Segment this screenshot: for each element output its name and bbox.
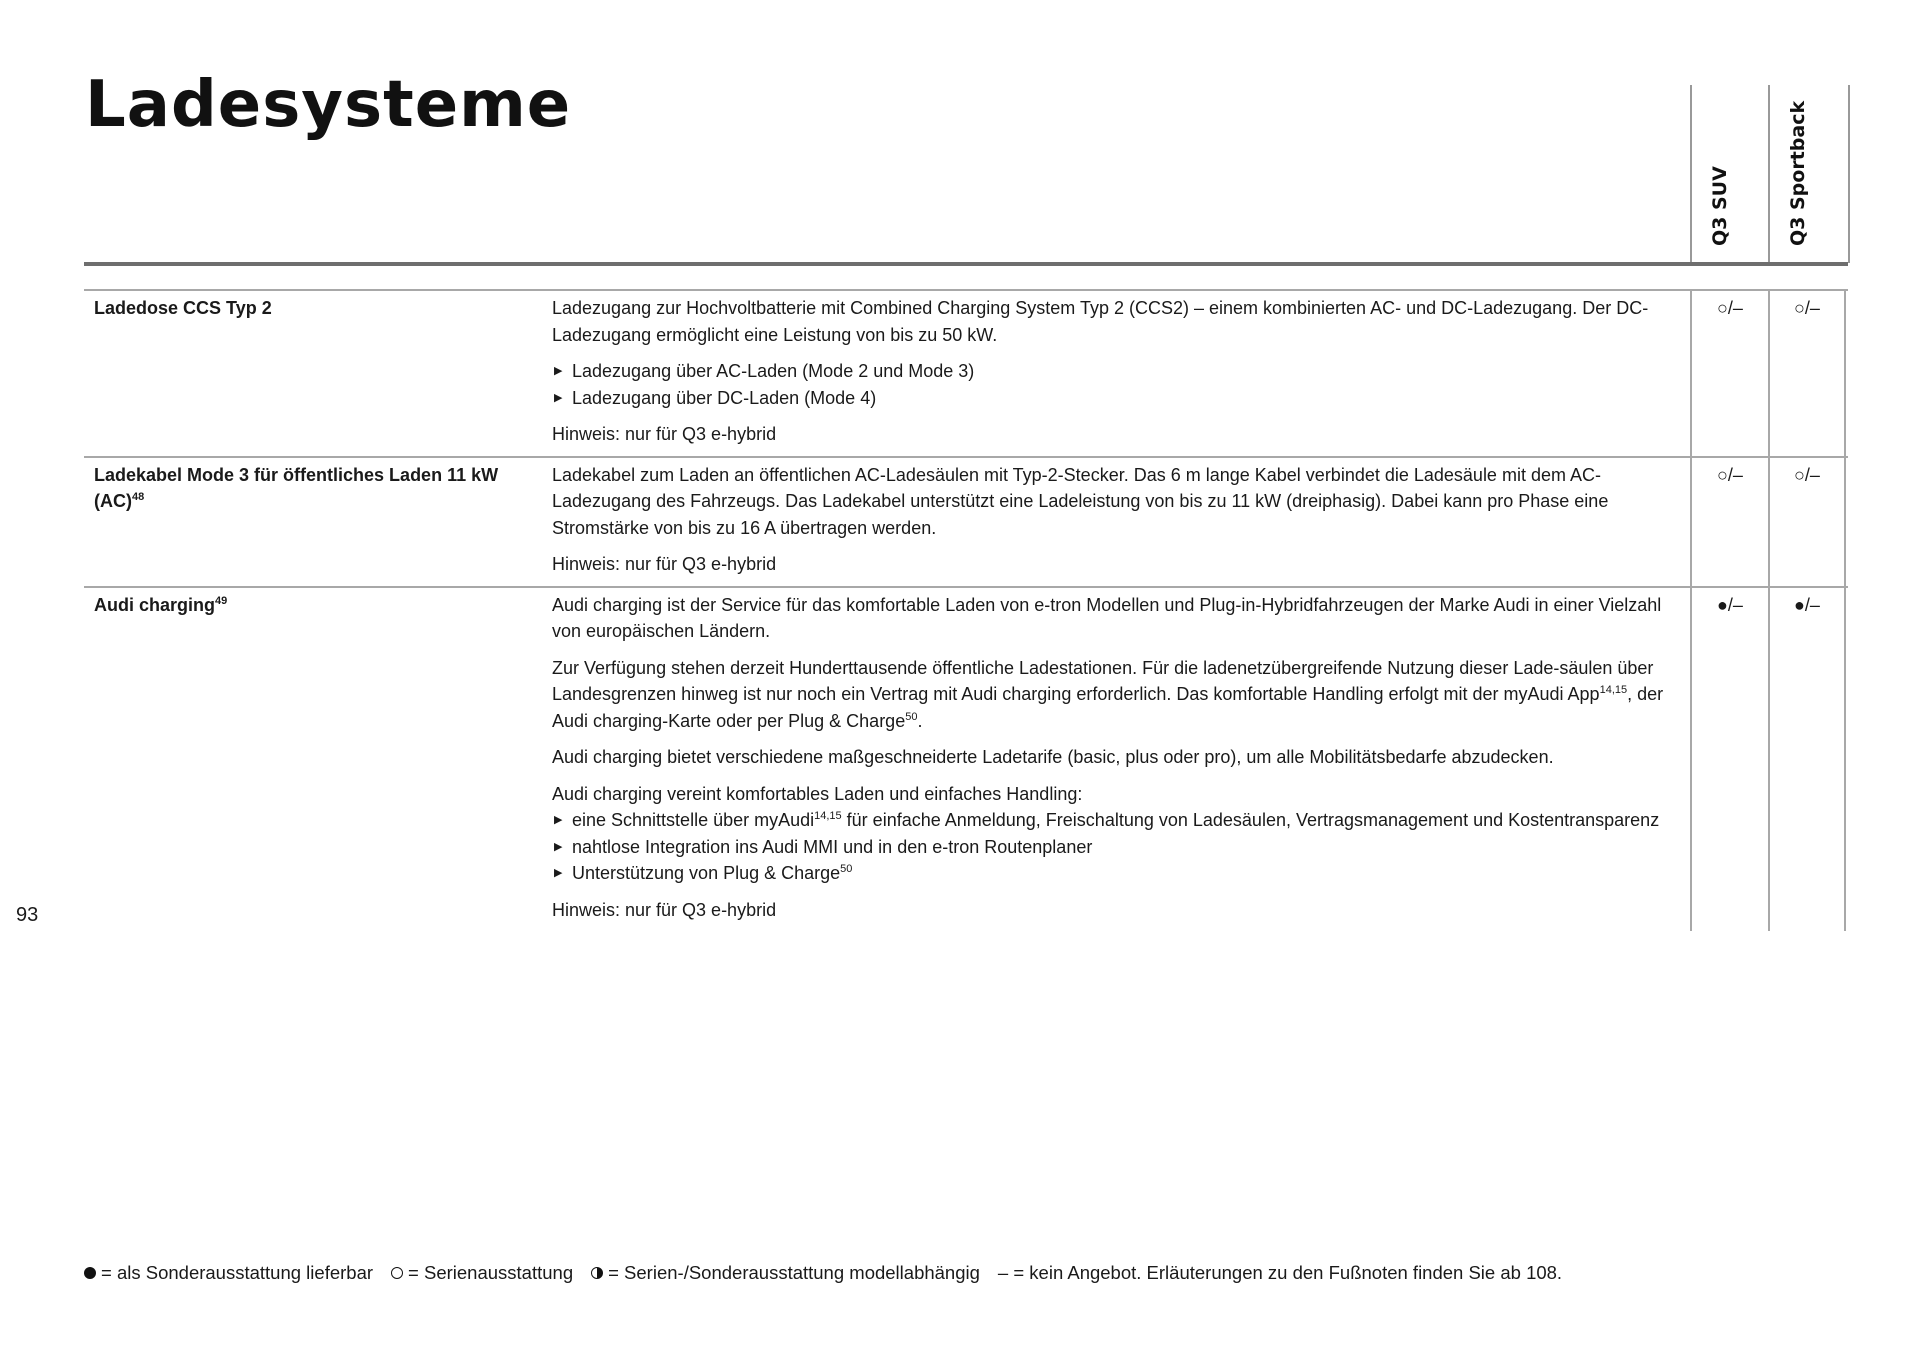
bullet-list xyxy=(552,358,1682,411)
column-header-label: Q3 Sportback xyxy=(1787,100,1809,246)
availability-q3-sportback: ○/– xyxy=(1768,458,1846,586)
feature-name: Ladedose CCS Typ 2 xyxy=(94,298,272,318)
description-text: Zur Verfügung stehen derzeit Hunderttausende öffentliche Ladestationen. Für die ladenetzübergreifende Nutzung dieser Lade-säulen über Landesgrenzen hinweg ist nur noch ein Vertrag mit Audi charging erforderlich. Das komfortable Handling erfolgt mit der myAudi App$^{14,15}$, der Audi charging-Karte oder per Plug & Charge$^{50}$. xyxy=(552,657,1664,731)
header-divider xyxy=(84,262,1848,266)
list-item: ▶ Ladezugang über AC-Laden (Mode 2 und Mode 3) xyxy=(552,358,1682,385)
page-title: Ladesysteme xyxy=(85,68,572,142)
table-row xyxy=(84,289,1848,456)
availability-q3-suv: ○/– xyxy=(1690,458,1768,586)
feature-description xyxy=(552,588,1690,932)
column-header-q3-suv xyxy=(1690,85,1770,263)
legend xyxy=(84,1262,1562,1284)
legend-item-optional: = als Sonderausstattung lieferbar xyxy=(84,1262,373,1284)
list-item: ▶ eine Schnittstelle über myAudi$^{14,15}$ für einfache Anmeldung, Freischaltung von Ladesäulen, Vertragsmanagement und Kostentransparenz xyxy=(552,807,1682,834)
description-text: Audi charging vereint komfortables Laden und einfaches Handling: xyxy=(552,783,1083,804)
availability-q3-suv: ●/– xyxy=(1690,588,1768,932)
description-text: Audi charging bietet verschiedene maßgeschneiderte Ladetarife (basic, plus oder pro), um alle Mobilitätsbedarfe abzudecken. xyxy=(552,747,1554,767)
filled-circle-icon xyxy=(84,1267,96,1279)
page-number: 93 xyxy=(16,904,39,926)
list-item: ▶ Ladezugang über DC-Laden (Mode 4) xyxy=(552,385,1682,412)
feature-name: Audi charging$^{49}$ xyxy=(94,594,228,615)
footnote-ref: 14,15 xyxy=(814,810,842,822)
hint-text: Hinweis: nur für Q3 e-hybrid xyxy=(552,554,777,574)
availability-q3-sportback: ●/– xyxy=(1768,588,1846,932)
hint-text: Hinweis: nur für Q3 e-hybrid xyxy=(552,424,777,444)
footnote-ref: 48 xyxy=(132,491,145,503)
footnote-ref: 49 xyxy=(215,594,228,607)
column-header-label: Q3 SUV xyxy=(1709,166,1731,246)
feature-description xyxy=(552,458,1690,586)
legend-item-not-available: – = kein Angebot. Erläuterungen zu den Fußnoten finden Sie ab 108. xyxy=(997,1262,1563,1283)
availability-q3-sportback: ○/– xyxy=(1768,291,1846,456)
equipment-table xyxy=(84,289,1848,931)
list-item: ▶ Unterstützung von Plug & Charge$^{50}$ xyxy=(552,860,1682,887)
table-row xyxy=(84,586,1848,932)
legend-item-standard: = Serienausstattung xyxy=(391,1262,573,1284)
open-circle-icon xyxy=(391,1267,403,1279)
feature-description xyxy=(552,291,1690,456)
feature-name: Ladekabel Mode 3 für öffentliches Laden 11 kW (AC)$^{48}$ xyxy=(94,464,499,511)
footnote-ref: 50 xyxy=(840,863,853,875)
bullet-list xyxy=(552,807,1682,887)
description-text: Audi charging ist der Service für das komfortable Laden von e-tron Modellen und Plug-in-Hybridfahrzeugen der Marke Audi in einer Vielzahl von europäischen Ländern. xyxy=(552,594,1662,641)
hint-text: Hinweis: nur für Q3 e-hybrid xyxy=(552,899,777,920)
table-row xyxy=(84,456,1848,586)
description-text: Ladezugang zur Hochvoltbatterie mit Combined Charging System Typ 2 (CCS2) – einem kombinierten AC- und DC-Ladezugang. Der DC-Ladezugang ermöglicht eine Leistung von bis zu 50 kW. xyxy=(552,298,1649,345)
description-text: Ladekabel zum Laden an öffentlichen AC-Ladesäulen mit Typ-2-Stecker. Das 6 m lange Kabel verbindet die Ladesäule mit dem AC-Ladezugang des Fahrzeugs. Das Ladekabel unterstützt eine Ladeleistung von bis zu 11 kW (dreiphasig). Dabei kann pro Phase eine Stromstärke von bis zu 16 A übertragen werden. xyxy=(552,464,1609,538)
footnote-ref: 50 xyxy=(905,710,918,723)
footnote-ref: 14,15 xyxy=(1599,684,1628,696)
legend-item-model-dependent: = Serien-/Sonderausstattung modellabhängig xyxy=(591,1262,980,1284)
availability-q3-suv: ○/– xyxy=(1690,291,1768,456)
half-circle-icon xyxy=(591,1267,603,1279)
list-item: ▶ nahtlose Integration ins Audi MMI und in den e-tron Routenplaner xyxy=(552,834,1682,861)
column-header-q3-sportback xyxy=(1768,85,1850,263)
